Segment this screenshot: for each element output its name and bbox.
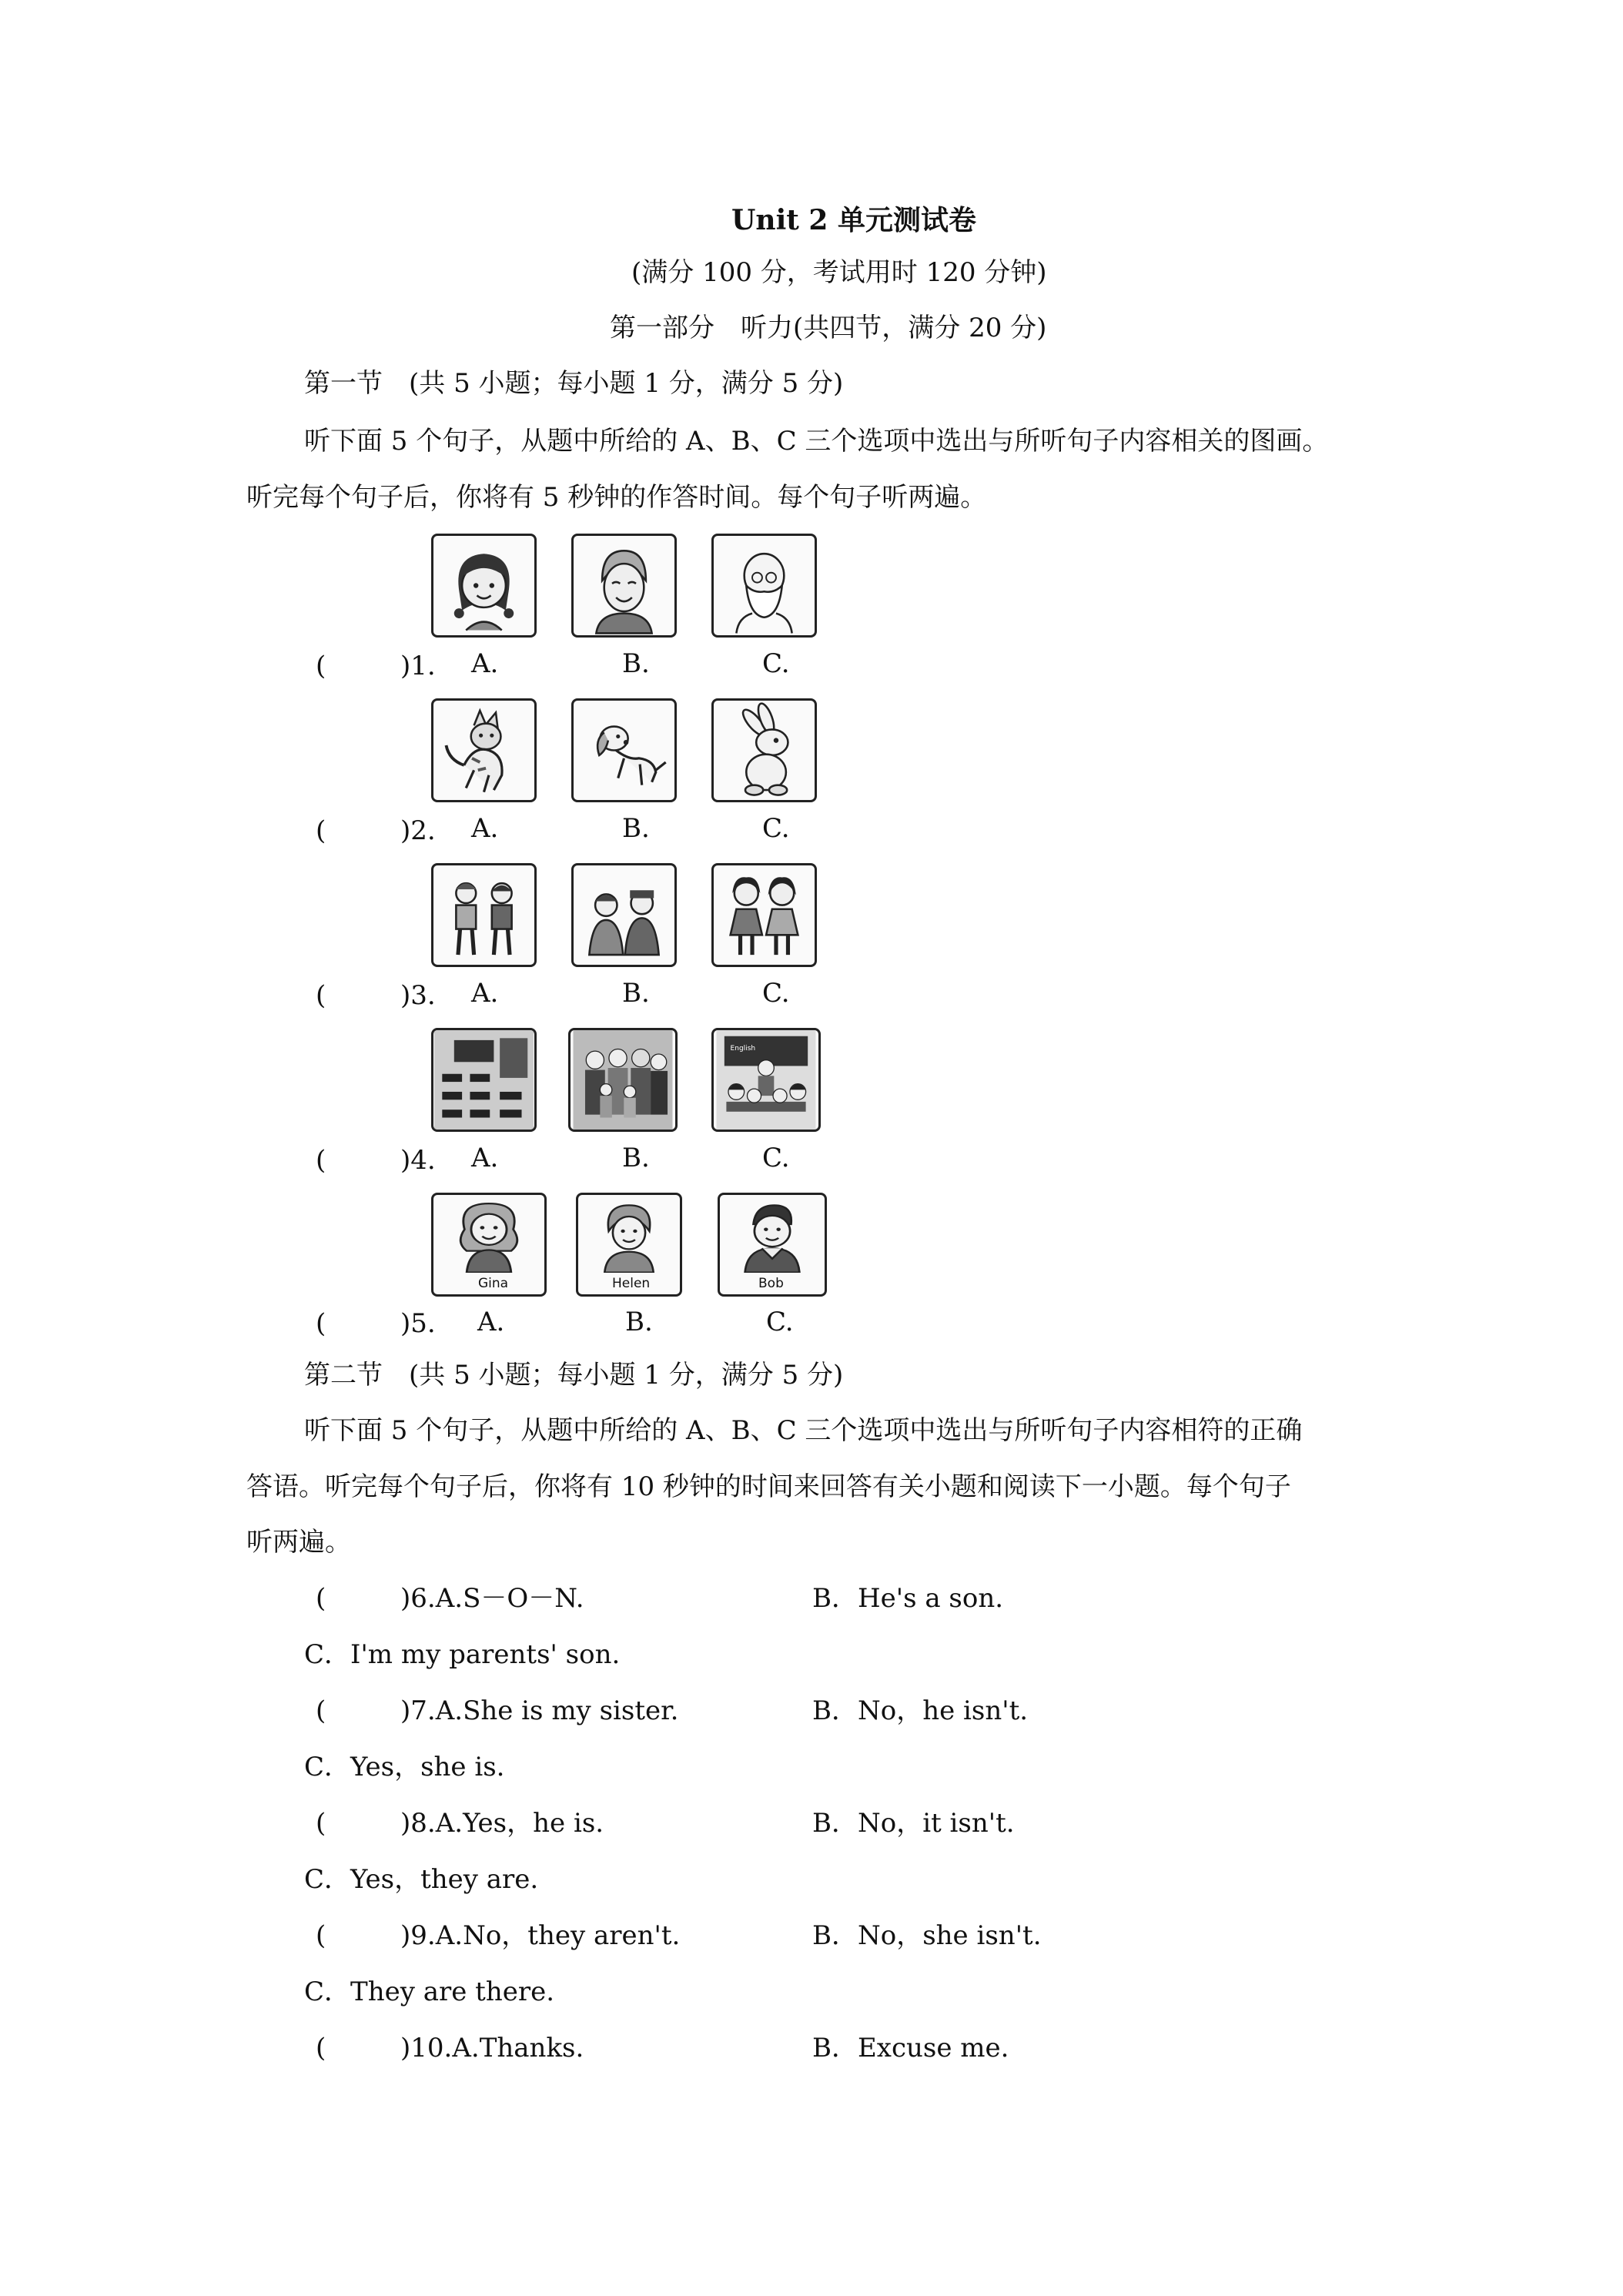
picture-teacher-and-children	[711, 1028, 821, 1132]
q10-option-a[interactable]: )10.A.Thanks.	[400, 2033, 584, 2063]
q6-option-b[interactable]: B．He's a son.	[812, 1583, 1004, 1614]
q2-number: )2.	[400, 815, 436, 846]
picture-cat	[431, 698, 537, 802]
picture-boy-bob	[718, 1193, 827, 1297]
q3-option-b[interactable]: B.	[622, 978, 650, 1009]
section1-heading: 第一节 (共 5 小题；每小题 1 分，满分 5 分)	[304, 368, 844, 399]
q5-number: )5.	[400, 1308, 436, 1339]
q5-option-b[interactable]: B.	[625, 1307, 653, 1337]
q1-option-c[interactable]: C.	[762, 648, 790, 679]
caption-gina: Gina	[478, 1276, 509, 1291]
q9-option-a[interactable]: )9.A.No，they aren't.	[400, 1920, 681, 1951]
q3-number: )3.	[400, 980, 436, 1011]
picture-grandfather	[711, 534, 817, 638]
picture-family	[568, 1028, 678, 1132]
q5-option-a[interactable]: A.	[477, 1307, 505, 1337]
picture-woman-helen	[576, 1193, 682, 1297]
picture-dog	[571, 698, 677, 802]
q2-option-c[interactable]: C.	[762, 813, 790, 844]
picture-two-boys	[431, 863, 537, 967]
q7-option-b[interactable]: B．No，he isn't.	[812, 1695, 1029, 1726]
picture-grandmother	[571, 534, 677, 638]
part1-title: 第一部分 听力(共四节，满分 20 分)	[610, 313, 1047, 343]
q7-option-c[interactable]: C．Yes，she is.	[304, 1752, 505, 1782]
picture-girl-gina	[431, 1193, 547, 1297]
q5-paren: (	[316, 1308, 326, 1339]
svg-text:English: English	[730, 1044, 756, 1053]
q10-paren: (	[316, 2033, 326, 2063]
q2-option-b[interactable]: B.	[622, 813, 650, 844]
q5-option-c[interactable]: C.	[766, 1307, 794, 1337]
section2-instruction-line3: 听两遍。	[246, 1527, 351, 1558]
caption-bob: Bob	[758, 1276, 784, 1291]
q4-paren: (	[316, 1145, 326, 1176]
q8-paren: (	[316, 1808, 326, 1839]
score-info: (满分 100 分，考试用时 120 分钟)	[631, 257, 1047, 288]
q4-number: )4.	[400, 1145, 436, 1176]
q7-option-a[interactable]: )7.A.She is my sister.	[400, 1695, 679, 1726]
q4-option-c[interactable]: C.	[762, 1143, 790, 1173]
section1-instruction-line1: 听下面 5 个句子，从题中所给的 A、B、C 三个选项中选出与所听句子内容相关的图画。	[304, 426, 1329, 457]
caption-helen: Helen	[612, 1276, 651, 1291]
picture-two-men	[571, 863, 677, 967]
q8-option-c[interactable]: C．Yes，they are.	[304, 1864, 539, 1895]
q3-option-a[interactable]: A.	[471, 978, 499, 1009]
q2-option-a[interactable]: A.	[471, 813, 499, 844]
q6-option-a[interactable]: )6.A.S－O－N.	[400, 1583, 584, 1614]
q4-option-b[interactable]: B.	[622, 1143, 650, 1173]
section2-heading: 第二节 (共 5 小题；每小题 1 分，满分 5 分)	[304, 1360, 844, 1391]
q3-paren: (	[316, 980, 326, 1011]
picture-classroom	[431, 1028, 537, 1132]
q4-option-a[interactable]: A.	[471, 1143, 499, 1173]
q6-option-c[interactable]: C．I'm my parents' son.	[304, 1639, 621, 1670]
q9-option-b[interactable]: B．No，she isn't.	[812, 1920, 1042, 1951]
q3-option-c[interactable]: C.	[762, 978, 790, 1009]
q6-paren: (	[316, 1583, 326, 1614]
q1-option-b[interactable]: B.	[622, 648, 650, 679]
q1-paren: (	[316, 651, 326, 681]
picture-two-girls	[711, 863, 817, 967]
section2-instruction-line2: 答语。听完每个句子后，你将有 10 秒钟的时间来回答有关小题和阅读下一小题。每个句子	[246, 1471, 1291, 1502]
section1-instruction-line2: 听完每个句子后，你将有 5 秒钟的作答时间。每个句子听两遍。	[246, 482, 987, 513]
q9-paren: (	[316, 1920, 326, 1951]
picture-girl	[431, 534, 537, 638]
q8-option-a[interactable]: )8.A.Yes，he is.	[400, 1808, 604, 1839]
q9-option-c[interactable]: C．They are there.	[304, 1976, 555, 2007]
q1-option-a[interactable]: A.	[471, 648, 499, 679]
q10-option-b[interactable]: B．Excuse me.	[812, 2033, 1009, 2063]
q2-paren: (	[316, 815, 326, 846]
q8-option-b[interactable]: B．No，it isn't.	[812, 1808, 1015, 1839]
picture-rabbit	[711, 698, 817, 802]
page-title: Unit 2 单元测试卷	[731, 204, 976, 236]
section2-instruction-line1: 听下面 5 个句子，从题中所给的 A、B、C 三个选项中选出与所听句子内容相符的正确	[304, 1415, 1303, 1446]
q1-number: )1.	[400, 651, 436, 681]
q7-paren: (	[316, 1695, 326, 1726]
